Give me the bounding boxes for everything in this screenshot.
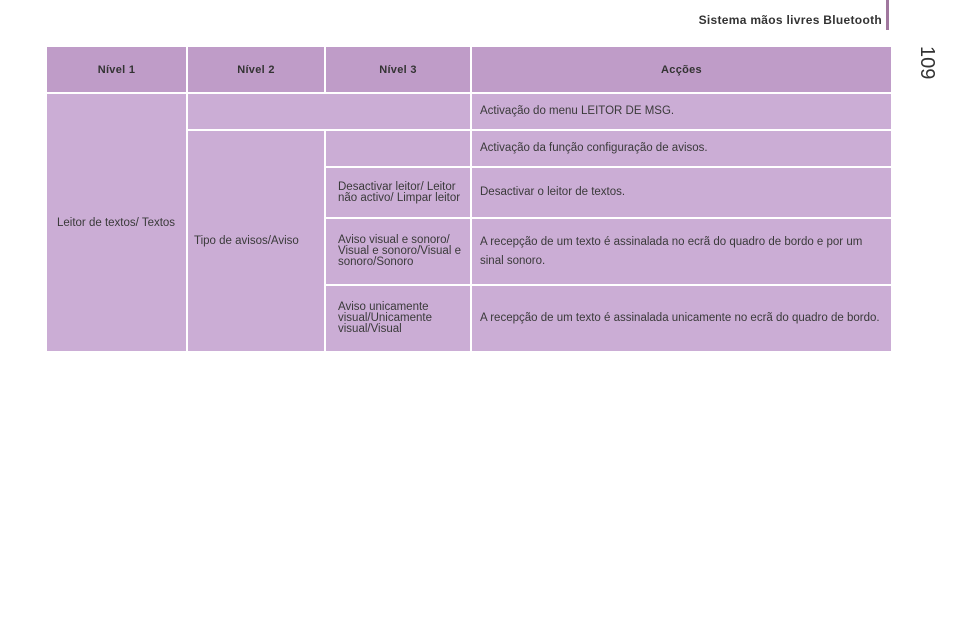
header-accent-bar [886, 0, 889, 30]
table-row [46, 93, 892, 130]
table-header-row [46, 46, 892, 93]
action-cell: Desactivar o leitor de textos. [471, 167, 892, 218]
column-header-level3: Nível 3 [325, 46, 471, 93]
section-title: Sistema mãos livres Bluetooth [698, 13, 882, 27]
column-header-actions: Acções [471, 46, 892, 93]
level3-cell: Desactivar leitor/ Leitor não activo/ Limpar leitor [325, 167, 471, 218]
page-number: 109 [916, 46, 938, 80]
level1-cell: Leitor de textos/ Textos [46, 93, 187, 352]
column-header-level1: Nível 1 [46, 46, 187, 93]
empty-cell [187, 93, 471, 130]
level2-cell: Tipo de avisos/Aviso [187, 130, 325, 352]
column-header-level2: Nível 2 [187, 46, 325, 93]
menu-table [45, 45, 893, 353]
level3-cell: Aviso unicamente visual/Unicamente visual/Visual [325, 285, 471, 352]
action-cell: A recepção de um texto é assinalada no ecrã do quadro de bordo e por um sinal sonoro. [471, 218, 892, 285]
action-cell: Activação da função configuração de avisos. [471, 130, 892, 167]
empty-cell [325, 130, 471, 167]
level3-cell: Aviso visual e sonoro/ Visual e sonoro/Visual e sonoro/Sonoro [325, 218, 471, 285]
action-cell: Activação do menu LEITOR DE MSG. [471, 93, 892, 130]
action-cell: A recepção de um texto é assinalada unicamente no ecrã do quadro de bordo. [471, 285, 892, 352]
